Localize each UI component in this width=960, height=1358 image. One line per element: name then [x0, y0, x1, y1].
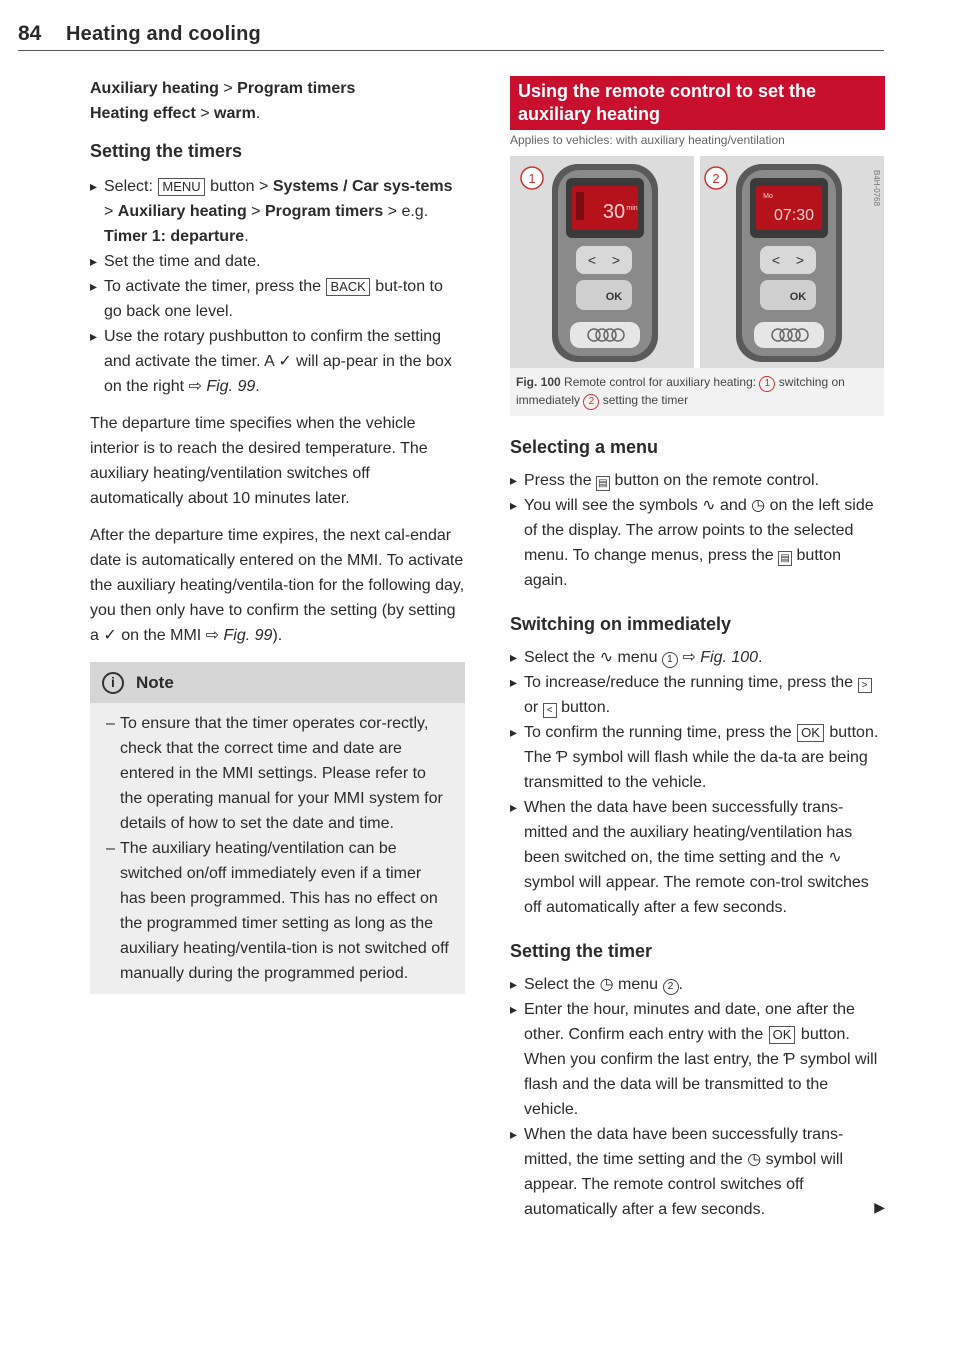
- paragraph: After the departure time expires, the next cal-endar date is automatically entered on the MMI. To activate the auxiliary heating/ventila-tion for the following day, you then only have to confirm the setting (by setting a ✓ on the MMI ⇨ Fig. 99).: [90, 527, 465, 644]
- list-item: ▸ Use the rotary pushbutton to confirm the setting and activate the timer. A ✓ will ap-pear in the box on the right ⇨ Fig. 99.: [90, 324, 465, 399]
- paragraph: The departure time specifies when the vehicle interior is to reach the desired temperature. The auxiliary heating/ventilation switches off automatically about 10 minutes later.: [90, 415, 428, 507]
- figure-code: B4H-0768: [872, 170, 881, 207]
- fig-reference[interactable]: ⇨ Fig. 100: [677, 649, 759, 666]
- right-arrow-key-icon: >: [858, 678, 872, 693]
- list-item: ▸ Press the ▤ button on the remote control.: [510, 468, 885, 493]
- figure-100: [510, 156, 884, 416]
- menu-key: MENU: [158, 178, 204, 196]
- note-title: Note: [136, 673, 174, 692]
- left-arrow-key-icon: <: [543, 703, 557, 718]
- ok-label: OK: [605, 291, 623, 303]
- note-header: [90, 662, 465, 703]
- remote-2: [736, 164, 842, 362]
- ok-label: OK: [789, 291, 807, 303]
- screen-1-value: 30: [602, 201, 626, 223]
- immediately-steps: [510, 645, 885, 920]
- list-item: ▸ To confirm the running time, press the OK button. The Ƥ symbol will flash while the da-ta are being transmitted to the vehicle.: [510, 720, 885, 795]
- remote-control-illustration: [510, 156, 884, 368]
- clock-icon: ◷: [747, 1151, 762, 1168]
- right-column: [510, 76, 885, 1222]
- heading-setting-timer: Setting the timer: [510, 941, 653, 961]
- left-column: [90, 76, 465, 994]
- clock-icon: ◷: [599, 976, 614, 993]
- intro-line-1: Auxiliary heating > Program timers: [90, 80, 356, 97]
- applies-note: Applies to vehicles: with auxiliary heating/ventilation: [510, 133, 785, 147]
- remote-control-image: [510, 156, 884, 368]
- fig-reference[interactable]: ⇨ Fig. 99: [188, 378, 256, 395]
- screen-1-unit: min: [626, 205, 638, 212]
- section-banner: Using the remote control to set the auxiliary heating: [510, 76, 885, 130]
- list-item: ▸ Select the ◷ menu 2 .: [510, 972, 885, 997]
- fig-reference[interactable]: ⇨ Fig. 99: [205, 627, 273, 644]
- callout-2: 2: [712, 171, 720, 186]
- heater-icon: ∿: [828, 849, 842, 866]
- heading-selecting-menu: Selecting a menu: [510, 437, 659, 457]
- info-icon: i: [102, 672, 124, 694]
- setting-timers-steps: [90, 174, 465, 399]
- antenna-icon: Ƥ: [783, 1051, 796, 1068]
- list-item: ▸ Set the time and date.: [90, 249, 465, 274]
- svg-text:<: <: [771, 252, 781, 268]
- svg-text:<: <: [587, 252, 597, 268]
- list-item: ▸ When the data have been successfully trans-mitted, the time setting and the ◷ symbol will appear. The remote control switches off automatically after a few seconds. ▶: [510, 1122, 885, 1222]
- list-item: ▸ You will see the symbols ∿ and ◷ on the left side of the display. The arrow points to the selected menu. To change menus, press the ▤ button again.: [510, 493, 885, 593]
- list-item: ▸ To activate the timer, press the BACK but-ton to go back one level.: [90, 274, 465, 324]
- timer-steps: [510, 972, 885, 1222]
- heading-setting-timers: Setting the timers: [90, 141, 243, 161]
- list-item: ▸ Enter the hour, minutes and date, one after the other. Confirm each entry with the OK button. When you confirm the last entry, the Ƥ symbol will flash and the data will be transmitted to the vehicle.: [510, 997, 885, 1122]
- page-number: 84: [18, 22, 42, 45]
- list-item: ▸ Select: MENU button > Systems / Car sys-tems > Auxiliary heating > Program timers > e.g. Timer 1: departure.: [90, 174, 465, 249]
- heater-icon: ∿: [599, 649, 614, 666]
- section-title: Heating and cooling: [66, 23, 261, 45]
- heading-switching-immediately: Switching on immediately: [510, 614, 732, 634]
- continue-arrow-icon: ▶: [874, 1199, 885, 1215]
- intro-line-2: Heating effect > warm.: [90, 105, 261, 122]
- remote-1: [552, 164, 658, 362]
- note-body: [90, 703, 465, 994]
- antenna-icon: Ƥ: [556, 749, 569, 766]
- figure-caption: Fig. 100 Remote control for auxiliary heating: 1 switching on immediately 2 setting the timer: [510, 368, 884, 416]
- back-key: BACK: [326, 278, 369, 296]
- clock-icon: ◷: [751, 497, 766, 514]
- menu-button-icon: ▤: [596, 476, 610, 491]
- callout-1: 1: [528, 171, 536, 186]
- ok-key: OK: [797, 724, 824, 742]
- note-box: [90, 662, 465, 994]
- heater-icon: ∿: [702, 497, 716, 514]
- page-header: [18, 22, 884, 51]
- svg-text:>: >: [611, 252, 621, 268]
- screen-2-day: Mo: [763, 193, 773, 200]
- svg-text:>: >: [795, 252, 805, 268]
- note-item: – The auxiliary heating/ventilation can be switched on/off immediately even if a timer has been programmed. This has no effect on the programmed timer setting as long as the auxiliary heating/ventila-tion is not switched off manually during the programmed period.: [106, 836, 451, 986]
- menu-button-icon: ▤: [778, 551, 792, 566]
- list-item: ▸ To increase/reduce the running time, press the > or < button.: [510, 670, 885, 720]
- screen-2-time: 07:30: [773, 207, 815, 224]
- menu-steps: [510, 468, 885, 593]
- ok-key: OK: [769, 1026, 796, 1044]
- note-item: – To ensure that the timer operates cor-rectly, check that the correct time and date are entered in the MMI settings. Please refer to the operating manual for your MMI system for details of how to set the date and time.: [106, 711, 451, 836]
- list-item: ▸ When the data have been successfully trans-mitted and the auxiliary heating/ventilation has been switched on, the time setting and the ∿ symbol will appear. The remote con-trol switches off automatically after a few seconds.: [510, 795, 885, 920]
- list-item: ▸ Select the ∿ menu 1 ⇨ Fig. 100.: [510, 645, 885, 670]
